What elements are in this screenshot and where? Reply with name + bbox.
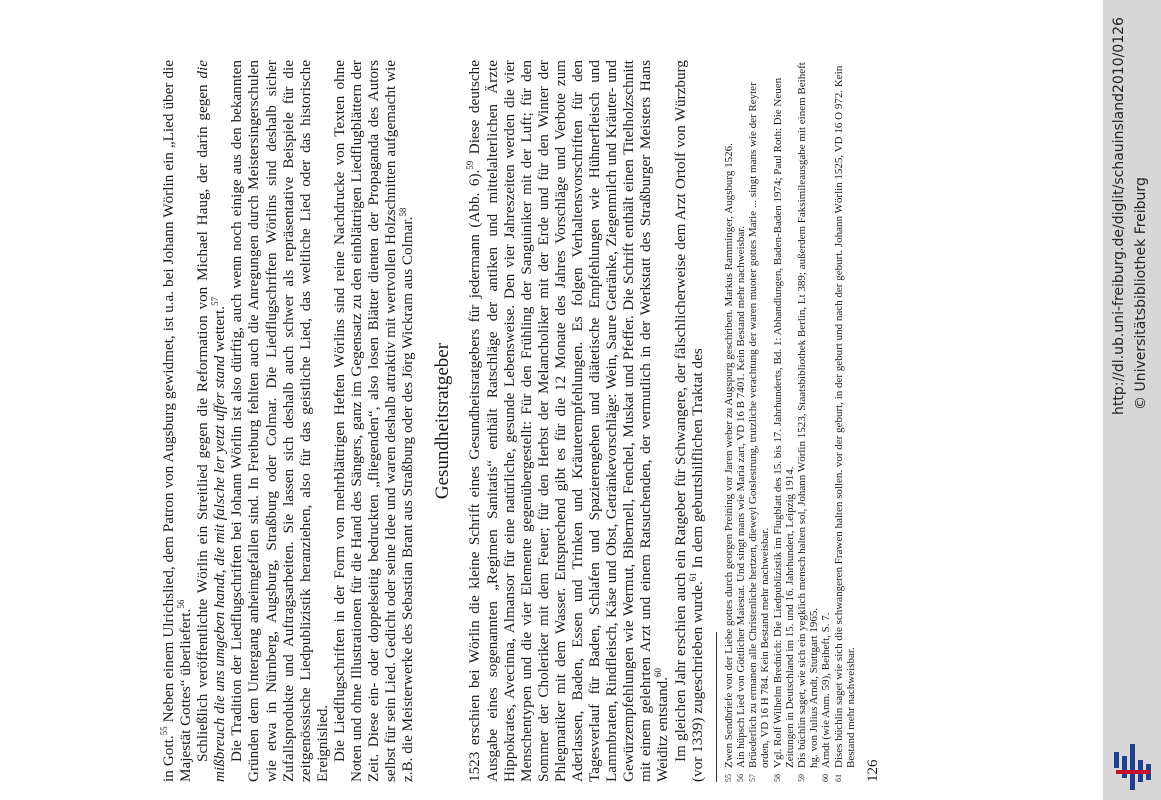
footnote (833, 60, 857, 782)
footnote-text: Ain hüpsch Lied von Göttlicher Maiestat. Und singt mans wie Maria zart, VD 16 B 7401. Kein Bestand mehr nachweisbar. (734, 225, 747, 768)
footnote-text: Zwen Sendbriefe von der Liebe gottes durch georgen Preining vor Jaren weber zu Augspurg geschriben. Markus Ramminger, Augsburg 1526. (722, 143, 735, 768)
footnote-number: 59 (796, 774, 806, 782)
footnote-number: 57 (748, 774, 758, 782)
footnote (747, 60, 771, 782)
body-text-bottom (466, 60, 705, 782)
footnote-number: 58 (772, 774, 782, 782)
section-heading: Gesundheitsratgeber (432, 342, 454, 500)
university-logo-icon (1110, 742, 1154, 792)
footnote-divider (716, 632, 717, 782)
paragraph: Die Tradition der Liedflugschriften bei Johann Wörlin ist also dürftig, auch wenn noch einige aus den bekannten Gründen dem Untergang anheimgefallen sind. In Freiburg fehlten auch die Anregungen durch Meistersingerschulen wie etwa in Nürnberg, Augsburg, Straßburg oder Colmar. Die Liedflugschriften Wörlins sind deshalb sicher Zufallsprodukte und Auftragsarbeiten. Sie lassen sich deshalb auch schwer als repräsentative Beispiele für die zeitgenössische Liedpublizistik heranziehen, also für das geistliche Lied, das weltliche Lied oder das historische Ereignislied. (228, 60, 331, 782)
document-page (80, 0, 1100, 800)
footnote-number: 61 (833, 774, 843, 782)
footnote-number: 55 (723, 774, 733, 782)
footnotes (723, 60, 857, 782)
footnote-number: 56 (735, 774, 745, 782)
paragraph: Die Liedflugschriften in der Form von mehrblättrigen Heften Wörlins sind reine Nachdrucke von Texten ohne Noten und ohne Illustrationen für die Hand des Sängers, ganz im Gegensatz zu den einblättrigen Liedflugblättern der Zeit. Diese ein- oder doppelseitig bedruckten „fliegenden“, also losen Blätter dienten der Propaganda des Autors selbst für sein Lied. Gedicht oder seine Idee und waren deshalb attraktiv mit wertvollen Holzschnitten aufgemacht wie z.B. die Meisterwerke des Sebastian Brant aus Straßburg oder des Jörg Wickram aus Colmar.$^{58}$ (330, 60, 417, 782)
banner-text (1103, 0, 1161, 800)
footnote-text: Dis büchlin saget, wie sich ein yegklich mensch halten sol, Johann Wörlin 1523, Staatsbibliothek Berlin, Lt 389; außerdem Faksimileausgabe mit einem Beiheft hg. von Julius Arndt, Stuttgart 1965. (795, 62, 821, 768)
page-number: 126 (864, 759, 881, 782)
footnote-text: Brüederlich zu ermanen alle Christenliche hertzen, dieweyl Gotslestrung, trutzliche verachtung der waren muoter gottes Marie ... singt mans wie der Reyter orden, VD 16 H 784. Kein Bestand mehr nachweisbar. (747, 82, 772, 768)
footnote-text: Arndt (wie Anm. 59), Beiheft, S. 7. (820, 612, 833, 768)
paragraph: in Gott.$^{55}$ Neben einem Ulrichslied, dem Patron von Augsburg gewidmet, ist u.a. bei Johann Wörlin ein „Lied über die Majestät Gottes“ überliefert.$^{56}$ (158, 60, 195, 782)
footnote (796, 60, 820, 782)
footnote-text: Dises büchlin saget wie sich die schwangeren Frawen halten sollen. vor der geburt, in der geburt und nach der geburt. Johann Wörlin 1525, VD 16 O 972. Kein Bestand mehr nachweisbar. (832, 65, 857, 768)
paragraph: Schließlich veröffentlichte Wörlin ein Streitlied gegen die Reformation von Michael Haug, der darin gegen die mißbreuch die uns umgeben handt, die mit falsche ler yetzt uffer stand wettert.$^{57}$ (194, 60, 229, 782)
footnote-text: Vgl. Rolf Wilhelm Brednich: Die Liedpublizistik im Flugblatt des 15. bis 17. Jahrhunderts, Bd. 1: Abhandlungen, Baden-Baden 1974; Paul Roth: Die Neuen Zeitungen in Deutschland im 15. und 16. Jahrhundert, Leipzig 1914. (771, 77, 796, 768)
paragraph: 1523 erschien bei Wörlin die kleine Schrift eines Gesundheitsratgebers für jedermann (Abb. 6).$^{59}$ Diese deutsche Ausgabe eines sogenannten „Regimen Sanitatis“ enthält Ratschläge der antiken und mittelalterlichen Ärzte Hippokrates, Avecinna, Almansor für eine natürliche, gesunde Lebensweise. Den vier Jahreszeiten werden die vier Menschentypen und die vier Elemente gegenübergestellt: Für den Frühling der Sanguiniker mit der Luft; für den Sommer der Choleriker mit dem Feuer; für den Herbst der Melancholiker mit der Erde und für den Winter der Phlegmatiker mit dem Wasser. Entsprechend gibt es für die 12 Monate des Jahres Vorschläge und Verbote zum Aderlassen, Baden, Essen und Trinken und Kräuterempfehlungen. Es folgen Verhaltensvorschriften für den Tagesverlauf für Baden, Schlafen und Spazierengehen und diätetische Empfehlungen wie Hühnerfleisch und Lammbraten, Rindfleisch, Käse und Obst, Getränkevorschläge: Wein, Saure Getränke, Ziegenmilch und Kräuter- und Gewürzempfehlungen wie Wermut, Bibernell, Fenchel, Muskat und Pfeffer. Die Schrift enthält einen Titelholzschnitt mit einem gelehrten Arzt und einem Ratsuchenden, der vermutlich in der Werkstatt des Straßburger Meisters Hans Weiditz entstand.$^{60}$ (465, 60, 672, 782)
footnote (735, 60, 747, 782)
footnote (772, 60, 796, 782)
body-text-top (160, 60, 416, 782)
footnote (820, 60, 832, 782)
banner-url-link[interactable]: http://dl.ub.uni-freiburg.de/diglit/schauinsland2010/0126 (1111, 17, 1127, 415)
paragraph: Im gleichen Jahr erschien auch ein Ratgeber für Schwangere, der fälschlicherweise dem Arzt Ortolf von Würzburg (vor 1339) zugeschrieben wurde.$^{61}$ In dem geburtshilflichen Traktat des (671, 60, 706, 782)
footnote (723, 60, 735, 782)
banner-copyright: © Universitätsbibliothek Freiburg (1133, 177, 1149, 410)
footnote-number: 60 (821, 774, 831, 782)
